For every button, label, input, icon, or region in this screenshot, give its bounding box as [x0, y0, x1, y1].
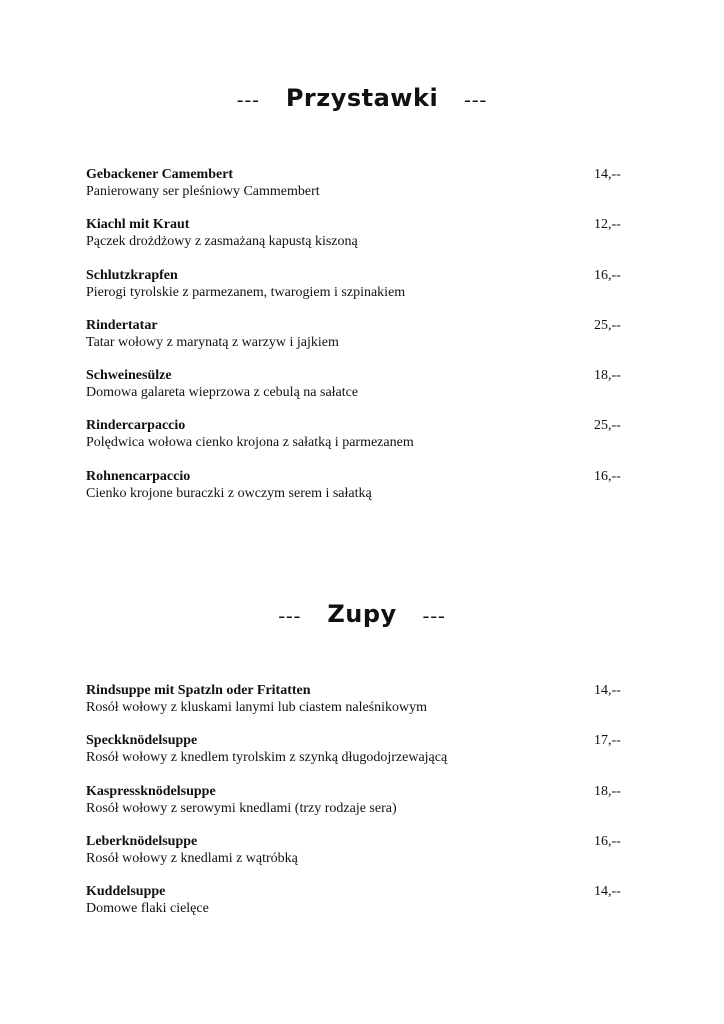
item-name: Gebackener Camembert	[86, 167, 234, 182]
item-description: Domowa galareta wieprzowa z cebulą na sałatce	[86, 385, 359, 401]
item-name: Rohnencarpaccio	[86, 468, 191, 484]
item-price: 14,--	[594, 683, 621, 698]
menu-item	[86, 833, 626, 883]
menu-item	[86, 216, 626, 266]
item-description: Rosół wołowy z serowymi knedlami (trzy rodzaje sera)	[86, 800, 397, 816]
menu-list-przystawki	[86, 166, 626, 518]
item-description: Domowe flaki cielęce	[86, 901, 209, 917]
menu-item	[86, 166, 626, 216]
item-description: Rosół wołowy z knedlami z wątróbką	[86, 850, 298, 866]
item-name: Kaspressknödelsuppe	[86, 783, 216, 799]
item-name: Rindercarpaccio	[86, 418, 186, 434]
item-price: 18,--	[594, 368, 621, 384]
item-price: 14,--	[594, 884, 621, 900]
menu-item	[86, 367, 626, 417]
item-name: Schlutzkrapfen	[86, 267, 178, 283]
item-name: Schweinesülze	[86, 368, 172, 384]
menu-list-zupy	[86, 682, 626, 933]
item-price: 17,--	[594, 733, 621, 749]
item-price: 18,--	[594, 783, 621, 799]
item-description: Pączek drożdżowy z zasmażaną kapustą kiszoną	[86, 234, 358, 250]
menu-item	[86, 468, 626, 518]
section-title-przystawki	[0, 84, 724, 114]
item-price: 16,--	[594, 267, 621, 283]
title-dash-left: ---	[278, 605, 302, 627]
item-price: 25,--	[594, 418, 621, 434]
item-price: 25,--	[594, 317, 621, 333]
item-description: Tatar wołowy z marynatą z warzyw i jajkiem	[86, 334, 339, 350]
item-price: 14,--	[594, 167, 621, 182]
item-name: Kiachl mit Kraut	[86, 217, 190, 233]
item-name: Leberknödelsuppe	[86, 833, 198, 849]
item-price: 16,--	[594, 833, 621, 849]
item-name: Rindertatar	[86, 317, 158, 333]
section-title-zupy	[0, 600, 724, 630]
item-name: Speckknödelsuppe	[86, 733, 198, 749]
menu-item	[86, 732, 626, 782]
title-dash-right: ---	[422, 605, 446, 627]
item-description: Polędwica wołowa cienko krojona z sałatką i parmezanem	[86, 435, 414, 451]
item-description: Rosół wołowy z kluskami lanymi lub ciastem naleśnikowym	[86, 700, 428, 715]
item-price: 12,--	[594, 217, 621, 233]
item-price: 16,--	[594, 468, 621, 484]
item-description: Pierogi tyrolskie z parmezanem, twarogiem i szpinakiem	[86, 284, 406, 300]
menu-item	[86, 267, 626, 317]
item-name: Rindsuppe mit Spatzln oder Fritatten	[86, 683, 311, 698]
title-dash-right: ---	[464, 89, 488, 111]
section-heading: Zupy	[327, 600, 397, 628]
item-description: Panierowany ser pleśniowy Cammembert	[86, 184, 320, 199]
menu-item	[86, 317, 626, 367]
item-description: Cienko krojone buraczki z owczym serem i sałatką	[86, 485, 372, 501]
item-name: Kuddelsuppe	[86, 884, 166, 900]
menu-item	[86, 682, 626, 732]
item-description: Rosół wołowy z knedlem tyrolskim z szynką długodojrzewającą	[86, 750, 448, 766]
section-heading: Przystawki	[285, 84, 439, 112]
menu-item	[86, 883, 626, 933]
menu-item	[86, 783, 626, 833]
menu-item	[86, 417, 626, 467]
title-dash-left: ---	[236, 89, 260, 111]
